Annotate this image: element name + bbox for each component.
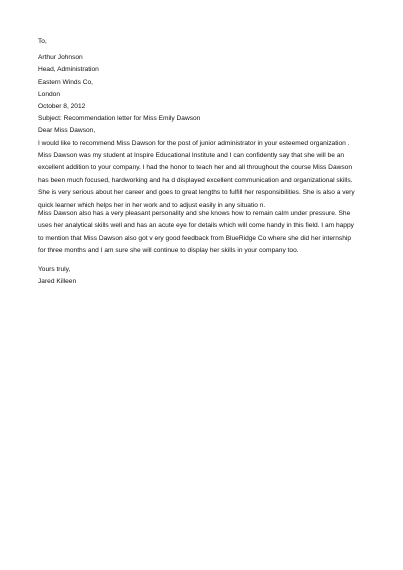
letter-date: October 8, 2012 xyxy=(38,103,86,111)
recipient-city: London xyxy=(38,90,61,98)
paragraph-line: to mention that Miss Dawson also got v ery good feedback from BlueRidge Co where she did her internship xyxy=(38,234,352,242)
paragraph-line: She is very serious about her career and goes to great lengths to fulfill her responsibilities. She is also a very xyxy=(38,189,355,197)
paragraph-line: uses her analytical skills well and has an acute eye for details which will come handy in this field. I am happy xyxy=(38,222,354,230)
letter-signature: Jared Killeen xyxy=(38,277,77,285)
letter-subject: Subject: Recommendation letter for Miss Emily Dawson xyxy=(38,115,201,123)
paragraph-1 xyxy=(38,138,368,212)
paragraph-line: I would like to recommend Miss Dawson for the post of junior administrator in your esteemed organization . xyxy=(38,139,350,147)
letter-greeting: Dear Miss Dawson, xyxy=(38,127,96,135)
letter-closing: Yours truly, xyxy=(38,265,71,273)
paragraph-line: Miss Dawson also has a very pleasant personality and she knows how to remain calm under pressure. She xyxy=(38,210,351,218)
recipient-block xyxy=(38,52,368,101)
paragraph-line: has been much focused, hardworking and ha d displayed excellent communication and organizational skills. xyxy=(38,176,353,184)
recipient-company: Eastern Winds Co, xyxy=(38,78,93,86)
salutation-to: To, xyxy=(38,38,47,45)
letter-body xyxy=(38,36,368,288)
recipient-title: Head, Administration xyxy=(38,66,99,74)
paragraph-line: Miss Dawson was my student at Inspire Educational Institute and I can confidently say that she will be an xyxy=(38,152,345,160)
paragraph-line: excellent addition to your company. I had the honor to teach her and all throughout the course Miss Dawson xyxy=(38,164,353,172)
paragraph-line: quick learner which helps her in her work and to adjust easily in any situatio n. xyxy=(38,201,266,209)
paragraph-line: for three months and I am sure she will continue to display her skills in your company too. xyxy=(38,247,299,255)
recipient-name: Arthur Johnson xyxy=(38,54,83,62)
paragraph-2 xyxy=(38,208,368,258)
